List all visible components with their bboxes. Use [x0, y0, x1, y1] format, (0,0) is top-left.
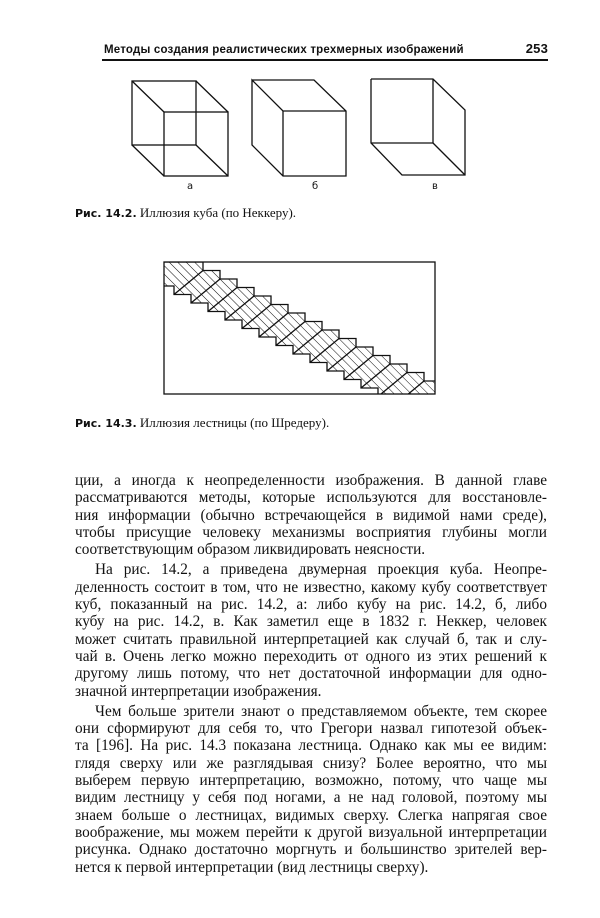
text-line: нется к первой интерпретации (вид лестницы сверху). — [75, 858, 429, 876]
text-line: выберем первую интерпретацию, возможно, потому, что чаще мы — [75, 772, 547, 790]
text-line: куб, показанный на рис. 14.2, а: либо кубу на рис. 14.2, б, либо — [75, 596, 547, 614]
necker-cube-a — [132, 81, 228, 176]
text-line: ния информации (обычно встречающейся в видимой нами среде), — [75, 506, 547, 524]
text-line: может считать правильной интерпретацией как случай б, так и слу- — [75, 630, 547, 648]
text-line: знаем больше о лестницах, видимых сверху. Слегка напрягая свое — [75, 806, 547, 824]
text-line: видим лестницу у себя под ногами, а не над головой, поэтому мы — [75, 789, 547, 807]
figure-14-3-caption — [75, 415, 329, 431]
caption-text: Иллюзия лестницы (по Шредеру). — [139, 415, 330, 430]
text-line: Чем больше зрители знают о представляемом объекте, тем скорее — [95, 702, 547, 720]
text-line: ции, а иногда к неопределенности изображения. В данной главе — [75, 472, 547, 489]
step-edge — [429, 398, 458, 422]
text-line: деленность состоит в том, что не известно, какому кубу соответствует — [75, 578, 547, 596]
text-line: значной интерпретации изображения. — [75, 682, 322, 700]
figure-label-b: б — [312, 181, 319, 192]
staircase-band — [160, 262, 458, 422]
figure-label-a: а — [187, 181, 194, 192]
caption-number: Рис. 14.2. — [75, 207, 137, 220]
cube-b — [252, 80, 346, 176]
text-line: другому лишь потому, что нет достаточной информации для одно- — [75, 665, 547, 683]
text-line: рисунка. Однако достаточно моргнуть и большинство зрителей вер- — [75, 841, 547, 859]
text-line: они сформируют для себя то, что Грегори назвал гипотезой объек- — [75, 720, 547, 738]
text-line: чтобы присущие человеку механизмы восприятия глубины могли — [75, 523, 547, 541]
staircase — [160, 262, 458, 422]
cube-c — [371, 79, 465, 175]
text-line: глядя сверху или же разглядывая снизу? Более вероятно, что мы — [75, 754, 547, 772]
figure-14-2-caption — [75, 205, 296, 221]
text-line: кубу на рис. 14.2, в. Как заметил еще в 1832 г. Неккер, человек — [75, 613, 547, 631]
text-line: чай в. Очень легко можно переходить от одного из этих решений к — [75, 647, 547, 665]
caption-number: Рис. 14.3. — [75, 417, 137, 430]
caption-text: Иллюзия куба (по Неккеру). — [139, 205, 297, 220]
text-line: рассматриваются методы, которые используются для восстановле- — [75, 489, 547, 507]
text-line: На рис. 14.2, а приведена двумерная проекция куба. Неопре- — [95, 561, 547, 579]
body-text — [75, 472, 547, 876]
text-line: та [196]. На рис. 14.3 показана лестница. Однако как мы ее видим: — [75, 737, 547, 755]
text-line: воображение, мы можем перейти к другой визуальной интерпретации — [75, 823, 547, 841]
text-line: соответствующим образом ликвидировать неясности. — [75, 541, 426, 559]
page-number: 253 — [525, 41, 548, 56]
figure-label-c: в — [432, 181, 438, 192]
header-title: Методы создания реалистических трехмерных изображений — [104, 44, 464, 56]
